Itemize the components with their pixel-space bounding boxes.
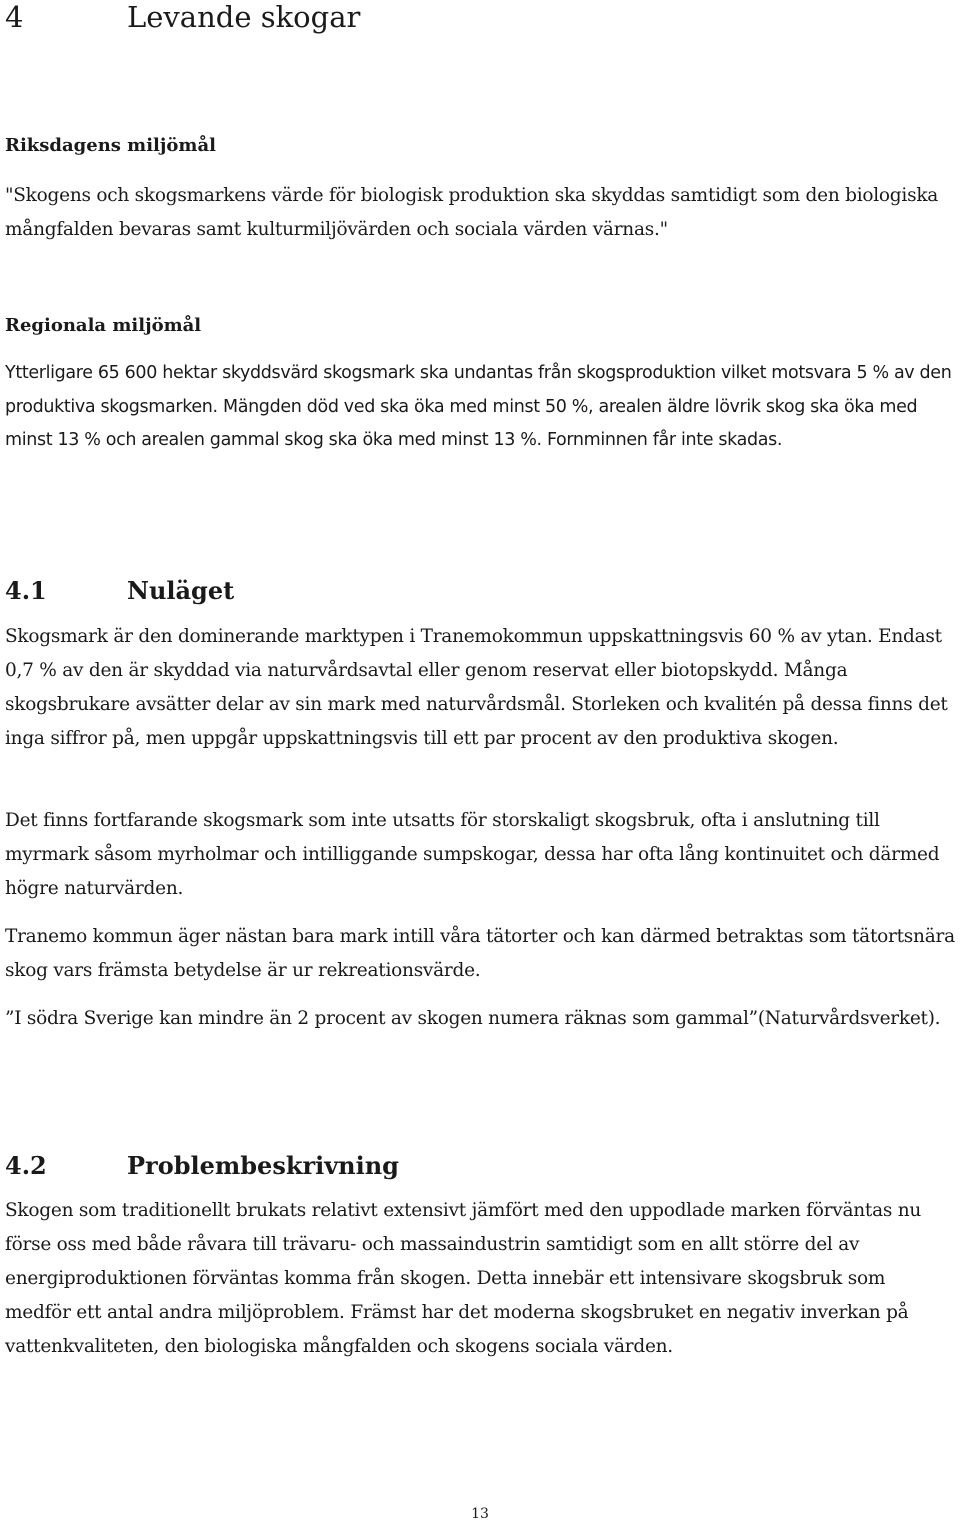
section-title: Problembeskrivning xyxy=(127,1151,399,1180)
section-title: Nuläget xyxy=(127,576,235,605)
problembeskrivning-paragraph: Skogen som traditionellt brukats relativt extensivt jämfört med den uppodlade marken förväntas nu förse oss med både råvara till trävaru- och massaindustrin samtidigt som en allt större del av energiproduktionen förväntas komma från skogen. Detta innebär ett intensivare skogsbruk som medför ett antal andra miljöproblem. Främst har det moderna skogsbruket en negativ inverkan på vattenkvaliteten, den biologiska mångfalden och skogens sociala värden. xyxy=(5,1200,922,1357)
riksdag-heading: Riksdagens miljömål xyxy=(5,135,216,156)
section-heading-problembeskrivning xyxy=(5,1151,955,1181)
nulaget-paragraph-3: Tranemo kommun äger nästan bara mark intill våra tätorter och kan därmed betraktas som tätortsnära skog vars främsta betydelse är ur rekreationsvärde. xyxy=(5,926,955,981)
nulaget-paragraph-1: Skogsmark är den dominerande marktypen i Tranemokommun uppskattningsvis 60 % av ytan. Endast 0,7 % av den är skyddad via naturvårdsavtal eller genom reservat eller biotopskydd. Många skogsbrukare avsätter delar av sin mark med naturvårdsmål. Storleken och kvalitén på dessa finns det inga siffror på, men uppgår uppskattningsvis till ett par procent av den produktiva skogen. xyxy=(5,626,948,749)
section-number: 4.1 xyxy=(5,576,47,605)
regional-text: Ytterligare 65 600 hektar skyddsvärd skogsmark ska undantas från skogsproduktion vilket motsvara 5 % av den produktiva skogsmarken. Mängden död ved ska öka med minst 50 %, arealen äldre lövrik skog ska öka med minst 13 % och arealen gammal skog ska öka med minst 13 %. Fornminnen får inte skadas. xyxy=(5,363,952,450)
nulaget-paragraph-2: Det finns fortfarande skogsmark som inte utsatts för storskaligt skogsbruk, ofta i anslutning till myrmark såsom myrholmar och intilliggande sumpskogar, dessa har ofta lång kontinuitet och därmed högre naturvärden. xyxy=(5,810,940,899)
chapter-heading xyxy=(5,0,955,34)
page-number: 13 xyxy=(471,1506,489,1522)
chapter-number: 4 xyxy=(5,0,24,34)
riksdag-quote: "Skogens och skogsmarkens värde för biologisk produktion ska skyddas samtidigt som den biologiska mångfalden bevaras samt kulturmiljövärden och sociala värden värnas." xyxy=(5,185,939,240)
regional-heading: Regionala miljömål xyxy=(5,315,202,336)
nulaget-quote: ”I södra Sverige kan mindre än 2 procent av skogen numera räknas som gammal”(Naturvårdsverket). xyxy=(5,1008,941,1029)
section-heading-nulaget xyxy=(5,576,955,606)
section-number: 4.2 xyxy=(5,1151,47,1180)
chapter-title: Levande skogar xyxy=(127,0,361,34)
